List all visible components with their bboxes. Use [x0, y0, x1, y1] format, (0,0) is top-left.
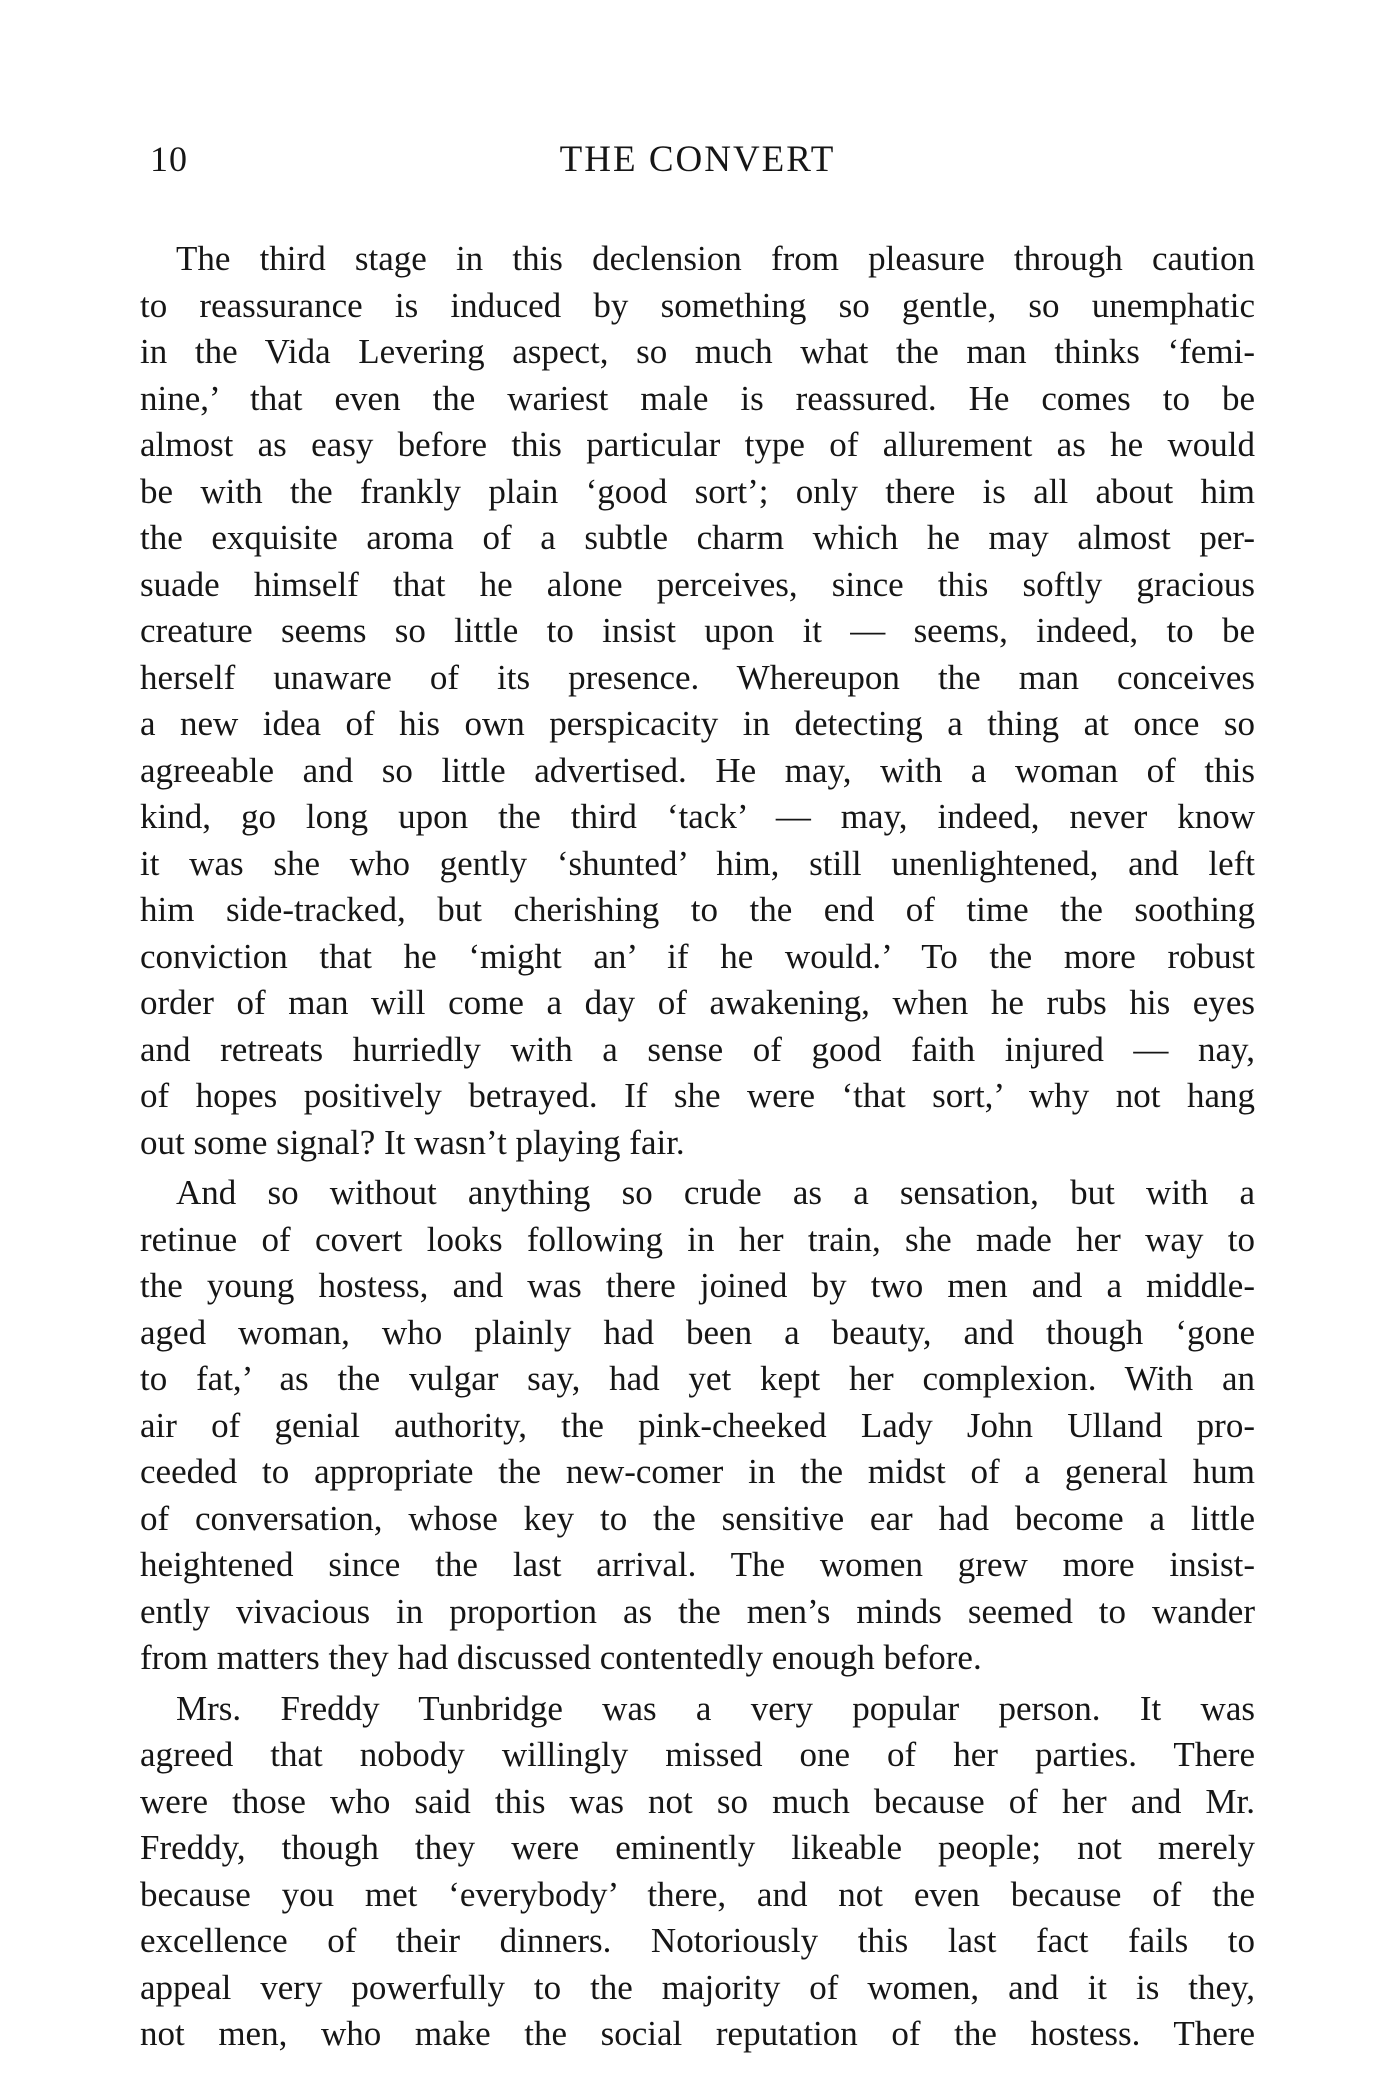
- text-line: to reassurance is induced by something so gentle, so unemphatic: [140, 285, 1255, 325]
- text-line: to fat,’ as the vulgar say, had yet kept her complexion. With an: [140, 1359, 1255, 1398]
- text-line: ceeded to appropriate the new-comer in the midst of a general hum: [140, 1452, 1255, 1491]
- text-line: not men, who make the social reputation of the hostess. There: [140, 2014, 1255, 2053]
- text-line: nine,’ that even the wariest male is reassured. He comes to be: [140, 378, 1255, 418]
- text-line: of conversation, whose key to the sensitive ear had become a little: [140, 1498, 1255, 1538]
- text-line: and retreats hurriedly with a sense of good faith injured — nay,: [140, 1029, 1255, 1069]
- text-line: excellence of their dinners. Notoriously this last fact fails to: [140, 1921, 1255, 1960]
- text-line: him side-tracked, but cherishing to the end of time the soothing: [140, 890, 1255, 929]
- page-number: 10: [150, 139, 188, 179]
- text-line: order of man will come a day of awakening, when he rubs his eyes: [140, 983, 1255, 1022]
- text-line: And so without anything so crude as a sensation, but with a: [176, 1173, 1255, 1212]
- text-line: of hopes positively betrayed. If she were ‘that sort,’ why not hang: [140, 1076, 1255, 1115]
- text-line: The third stage in this declension from pleasure through caution: [176, 239, 1255, 278]
- text-line: Mrs. Freddy Tunbridge was a very popular person. It was: [176, 1688, 1255, 1728]
- text-line: almost as easy before this particular type of allurement as he would: [140, 425, 1255, 464]
- text-line: in the Vida Levering aspect, so much what the man thinks ‘femi-: [140, 332, 1255, 371]
- text-line: agreeable and so little advertised. He may, with a woman of this: [140, 750, 1255, 790]
- text-line: it was she who gently ‘shunted’ him, still unenlightened, and left: [140, 843, 1255, 883]
- text-line: from matters they had discussed contentedly enough before.: [140, 1638, 982, 1677]
- running-title: THE CONVERT: [559, 139, 836, 180]
- text-line: ently vivacious in proportion as the men’s minds seemed to wander: [140, 1591, 1255, 1631]
- text-line: agreed that nobody willingly missed one of her parties. There: [140, 1735, 1255, 1774]
- text-line: out some signal? It wasn’t playing fair.: [140, 1122, 685, 1162]
- text-line: suade himself that he alone perceives, since this softly gracious: [140, 564, 1255, 604]
- text-line: heightened since the last arrival. The women grew more insist-: [140, 1545, 1255, 1584]
- text-line: be with the frankly plain ‘good sort’; only there is all about him: [140, 471, 1255, 511]
- text-line: the young hostess, and was there joined by two men and a middle-: [140, 1266, 1255, 1305]
- text-line: because you met ‘everybody’ there, and not even because of the: [140, 1874, 1255, 1914]
- text-line: Freddy, though they were eminently likeable people; not merely: [140, 1828, 1255, 1867]
- text-line: retinue of covert looks following in her train, she made her way to: [140, 1219, 1255, 1259]
- text-line: aged woman, who plainly had been a beauty, and though ‘gone: [140, 1312, 1255, 1352]
- paragraph-1: [140, 236, 1255, 1166]
- paragraph-2: [140, 1170, 1255, 1682]
- body-text: [140, 236, 1255, 2058]
- text-line: kind, go long upon the third ‘tack’ — may, indeed, never know: [140, 797, 1255, 836]
- text-line: were those who said this was not so much because of her and Mr.: [140, 1781, 1255, 1821]
- paragraph-3: [140, 1686, 1255, 2058]
- page-header: [140, 138, 1255, 188]
- text-line: air of genial authority, the pink-cheeked Lady John Ulland pro-: [140, 1405, 1255, 1445]
- text-line: creature seems so little to insist upon it — seems, indeed, to be: [140, 611, 1255, 650]
- text-line: conviction that he ‘might an’ if he would.’ To the more robust: [140, 936, 1255, 976]
- text-line: appeal very powerfully to the majority of women, and it is they,: [140, 1967, 1255, 2007]
- text-line: a new idea of his own perspicacity in detecting a thing at once so: [140, 704, 1255, 743]
- text-line: herself unaware of its presence. Whereupon the man conceives: [140, 657, 1255, 697]
- text-line: the exquisite aroma of a subtle charm which he may almost per-: [140, 518, 1255, 557]
